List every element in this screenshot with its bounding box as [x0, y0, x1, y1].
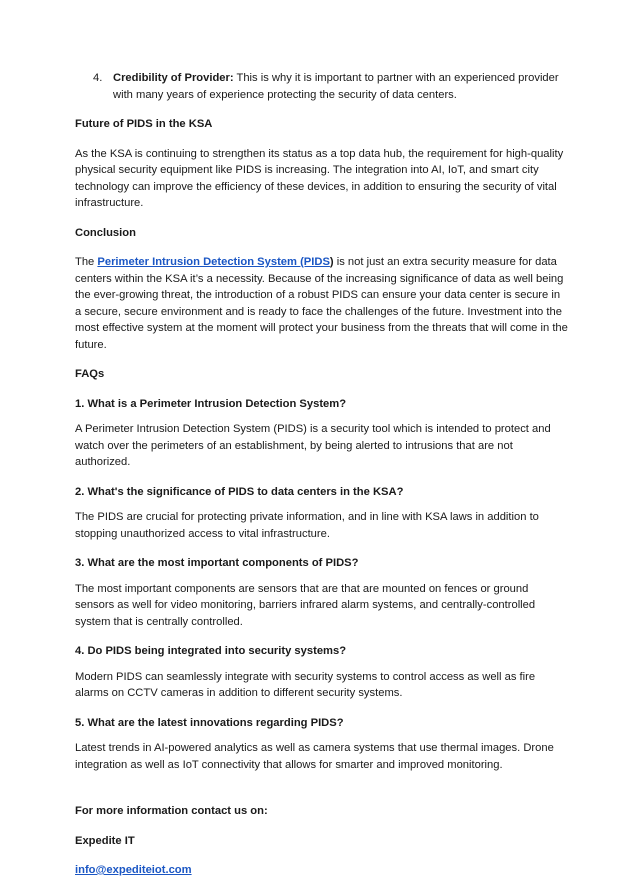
faq-answer: The most important components are sensors that are that are mounted on fences or ground sensors as well for video monitoring, barriers infrared alarm systems, and centrally-controlled system that is centrally controlled. [75, 582, 536, 628]
list-number: 4. [93, 72, 103, 84]
faq-answer: Latest trends in AI-powered analytics as well as camera systems that use thermal images. Drone integration as well as IoT connectivity that allows for smarter and improved monitoring. [75, 742, 554, 771]
faq-question: 5. What are the latest innovations regarding PIDS? [75, 716, 344, 729]
contact-heading: For more information contact us on: [75, 805, 268, 817]
email-link[interactable]: info@expediteiot.com [75, 864, 192, 876]
list-item-label: Credibility of Provider: [113, 72, 234, 84]
conclusion-paragraph [75, 254, 568, 353]
faq-answer: A Perimeter Intrusion Detection System (PIDS) is a security tool which is intended to protect and watch over the perimeters of an establishment, by being alerted to intrusions that are not authorized. [75, 423, 551, 468]
faq-question: 3. What are the most important components of PIDS? [75, 557, 359, 569]
faqs-heading: FAQs [75, 368, 105, 380]
conclusion-heading: Conclusion [75, 226, 136, 239]
conclusion-body: is not just an extra security measure for data centers within the KSA it’s a necessity. Because of the increasing significance of data as well being the ever-growing threat, the introduction of a robust PIDS can ensure your data center is secure in a secure, secure environment and is ready to face the challenges of the future. Investment into the most effective system at the moment will protect your business from the threats that will come in the future. [75, 256, 568, 351]
company-name: Expedite IT [75, 834, 135, 847]
future-paragraph: As the KSA is continuing to strengthen its status as a top data hub, the requirement for high-quality physical security equipment like PIDS is increasing. The integration into AI, IoT, and smart city technology can improve the efficiency of these devices, in addition to ensuring the security of vital infrastructure. [75, 147, 564, 209]
list-item-text: This is why it is important to partner with an experienced provider with many years of experience protecting the security of data centers. [113, 72, 559, 101]
spacer [75, 786, 568, 803]
list-item-credibility [93, 70, 568, 103]
future-heading: Future of PIDS in the KSA [75, 118, 213, 130]
conclusion-link-close: ) [329, 256, 334, 268]
conclusion-prefix: The [75, 256, 98, 268]
faq-question: 2. What's the significance of PIDS to data centers in the KSA? [75, 485, 404, 498]
pids-link[interactable]: Perimeter Intrusion Detection System (PIDS [97, 256, 330, 268]
faq-answer: The PIDS are crucial for protecting private information, and in line with KSA laws in addition to stopping unauthorized access to vital infrastructure. [75, 511, 539, 540]
email-line [75, 862, 568, 879]
faq-answer: Modern PIDS can seamlessly integrate with security systems to control access as well as fire alarms on CCTV cameras in addition to different security systems. [75, 670, 536, 699]
faq-question: 4. Do PIDS being integrated into security systems? [75, 645, 347, 657]
faq-question: 1. What is a Perimeter Intrusion Detection System? [75, 397, 347, 410]
list-item-body [113, 70, 568, 103]
